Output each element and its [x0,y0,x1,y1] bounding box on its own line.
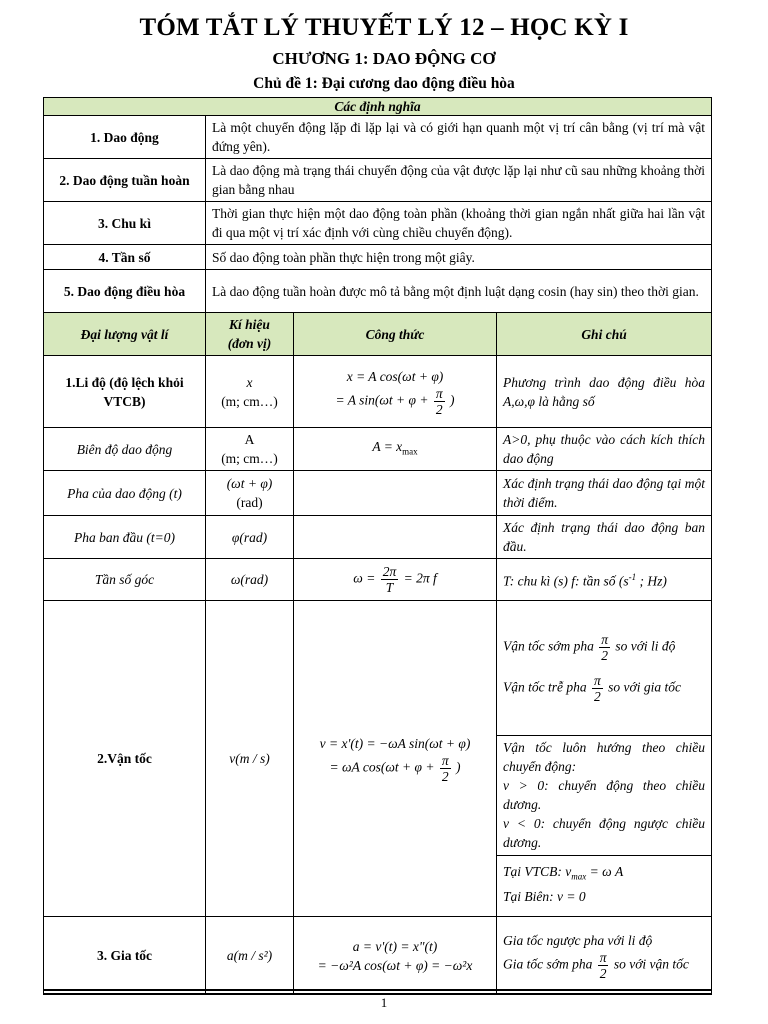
document-title: TÓM TẮT LÝ THUYẾT LÝ 12 – HỌC KỲ I [139,14,629,41]
fraction-denominator: 2 [594,688,601,704]
symbol-text: A [244,432,255,447]
theory-table [43,97,712,995]
unit-text: (rad) [236,495,263,510]
quantity-symbol [206,471,294,516]
quantity-symbol [206,356,294,428]
note-part: so với vận tốc [613,956,689,972]
quantity-row-displacement [44,356,712,428]
quantity-row-amplitude [44,428,712,471]
fraction [599,632,610,663]
fraction [440,753,451,784]
unit-text: (m; cm…) [221,393,278,409]
definition-term: 4. Tần số [44,245,206,270]
header-symbol-line1: Kí hiệu [229,317,270,332]
velocity-note-cell [497,601,711,735]
note-part: so với li độ [615,638,676,654]
definition-term: 3. Chu kì [44,202,206,245]
formula-subscript: max [402,446,418,457]
definition-text: Là dao động mà trạng thái chuyển động của vật được lặp lại như cũ sau những khoảng thời gian bằng nhau [206,159,712,202]
quantity-symbol [206,559,294,601]
note-superscript: -1 [628,572,637,583]
symbol-text: a(m / s²) [226,948,273,963]
quantity-name: 1.Li độ (độ lệch khỏi VTCB) [44,356,206,428]
definition-row [44,202,712,245]
fraction-denominator: 2 [599,965,607,981]
fraction [598,950,609,981]
velocity-note-line: Tại Biên: v = 0 [503,889,586,905]
quantity-name: 2.Vận tốc [44,601,206,917]
acceleration-note-line: Gia tốc ngược pha với li độ [503,932,653,948]
fraction-denominator: 2 [435,401,443,417]
fraction-numerator: π [594,672,601,688]
note-part: Gia tốc sớm pha [503,956,593,972]
symbol-text: v(m / s) [229,751,270,766]
formula-line: x = A cos(ωt + φ) [346,368,444,384]
quantity-formula-empty [294,516,497,559]
quantity-formula [294,601,497,917]
definitions-section-row [44,98,712,116]
quantity-symbol [206,428,294,471]
definition-term: 2. Dao động tuần hoàn [44,159,206,202]
velocity-note-line: v > 0: chuyển động theo chiều dương. [503,778,706,812]
velocity-note-cell [497,855,711,913]
velocity-note-line: Vận tốc luôn hướng theo chiều chuyển động: [503,740,706,774]
formula-part: ) [449,392,455,408]
fraction-numerator: π [435,385,443,401]
formula-part: ) [456,759,461,775]
quantity-row-angular-frequency [44,559,712,601]
quantity-formula-empty [294,471,497,516]
note-part: ; Hz) [636,573,667,589]
chapter-heading: CHƯƠNG 1: DAO ĐỘNG CƠ [272,49,496,68]
note-part: Vận tốc trễ pha [503,679,587,695]
quantity-note: Xác định trạng thái dao động ban đầu. [497,516,712,559]
fraction-numerator: π [599,949,607,965]
definition-row [44,159,712,202]
velocity-note-line [503,632,705,663]
velocity-note-cell [497,735,711,855]
header-formula: Công thức [294,313,497,356]
unit-text: (m; cm…) [221,451,278,466]
quantity-name: Pha của dao động (t) [44,471,206,516]
note-subscript: max [571,872,587,883]
definition-row [44,245,712,270]
quantity-row-initial-phase [44,516,712,559]
symbol-text: x [246,374,253,390]
fraction-numerator: 2π [382,564,397,579]
quantity-name: Pha ban đầu (t=0) [44,516,206,559]
symbol-text: (ωt + φ) [226,476,273,491]
quantity-symbol [206,516,294,559]
quantity-row-phase [44,471,712,516]
definition-term: 5. Dao động điều hòa [44,270,206,313]
velocity-note-extremes [497,855,711,913]
quantity-symbol [206,917,294,995]
quantity-formula [294,917,497,995]
symbol-text: ω(rad) [230,572,269,587]
header-quantity: Đại lượng vật lí [44,313,206,356]
quantity-note [497,601,712,917]
note-part: Vận tốc sớm pha [503,638,594,654]
definition-text: Là dao động tuần hoàn được mô tả bằng một định luật dạng cosin (hay sin) theo thời gian. [206,270,712,313]
quantity-note: A>0, phụ thuộc vào cách kích thích dao động [497,428,712,471]
definition-row [44,270,712,313]
acceleration-note-line [503,950,705,981]
quantity-row-velocity [44,601,712,917]
footer-rule [43,989,711,991]
formula-part: = ωA cos(ωt + φ + [329,759,435,775]
note-part: Tại VTCB: v [503,864,572,880]
quantity-name: Biên độ dao động [44,428,206,471]
velocity-note-table [497,601,711,913]
velocity-note-line [503,862,705,887]
theory-table-wrapper [43,97,711,995]
fraction-numerator: π [441,752,449,768]
symbol-text: φ(rad) [231,529,268,545]
formula-part: A = x [372,438,403,454]
velocity-note-phase [497,601,711,735]
formula-line [300,386,490,417]
quantity-formula [294,559,497,601]
quantity-formula [294,356,497,428]
definition-text: Là một chuyển động lặp đi lặp lại và có giới hạn quanh một vị trí cân bằng (vị trí mà vật đứng yên). [206,116,712,159]
definition-text: Thời gian thực hiện một dao động toàn phần (khoảng thời gian ngắn nhất giữa hai lần vật đi qua một vị trí xác định với cùng chiều chuyển động). [206,202,712,245]
quantities-header-row [44,313,712,356]
fraction-denominator: T [385,580,394,595]
fraction [434,386,445,417]
quantity-note [497,917,712,995]
header-symbol-line2: (đơn vị) [227,336,272,351]
quantity-note: Xác định trạng thái dao động tại một thời điểm. [497,471,712,516]
fraction-numerator: π [601,631,608,647]
definition-text: Số dao động toàn phần thực hiện trong một giây. [206,245,712,270]
quantity-symbol [206,601,294,917]
velocity-note-line [503,673,705,704]
note-part: T: chu kì (s) f: tần số (s [503,573,629,589]
header-symbol [206,313,294,356]
fraction [381,564,399,595]
quantity-name: 3. Gia tốc [44,917,206,995]
note-part: so với gia tốc [608,679,681,695]
velocity-note-direction [497,735,711,855]
topic-heading: Chủ đề 1: Đại cương dao động điều hòa [253,75,515,92]
quantity-name: Tần số góc [44,559,206,601]
quantity-note [497,559,712,601]
footer-rule-thin [43,993,711,994]
formula-line: v = x'(t) = −ωA sin(ωt + φ) [319,735,471,751]
page-number: 1 [380,995,388,1010]
fraction-denominator: 2 [601,647,608,663]
quantity-row-acceleration [44,917,712,995]
formula-part: ω = [353,570,376,586]
definitions-section-title: Các định nghĩa [44,98,712,116]
note-part: = ω A [586,864,624,880]
formula-part: = 2π f [403,570,437,586]
fraction-denominator: 2 [441,768,449,784]
formula-part: = A sin(ωt + φ + [335,392,429,408]
velocity-note-line: v < 0: chuyển động ngược chiều dương. [503,816,706,850]
header-note: Ghi chú [497,313,712,356]
formula-line: a = v'(t) = x"(t) [352,938,438,954]
fraction [592,673,603,704]
formula-line [300,753,490,784]
definition-term: 1. Dao động [44,116,206,159]
quantity-note: Phương trình dao động điều hòa A,ω,φ là hằng số [497,356,712,428]
definition-row [44,116,712,159]
formula-line: = −ω²A cos(ωt + φ) = −ω²x [317,957,473,973]
quantity-formula [294,428,497,471]
